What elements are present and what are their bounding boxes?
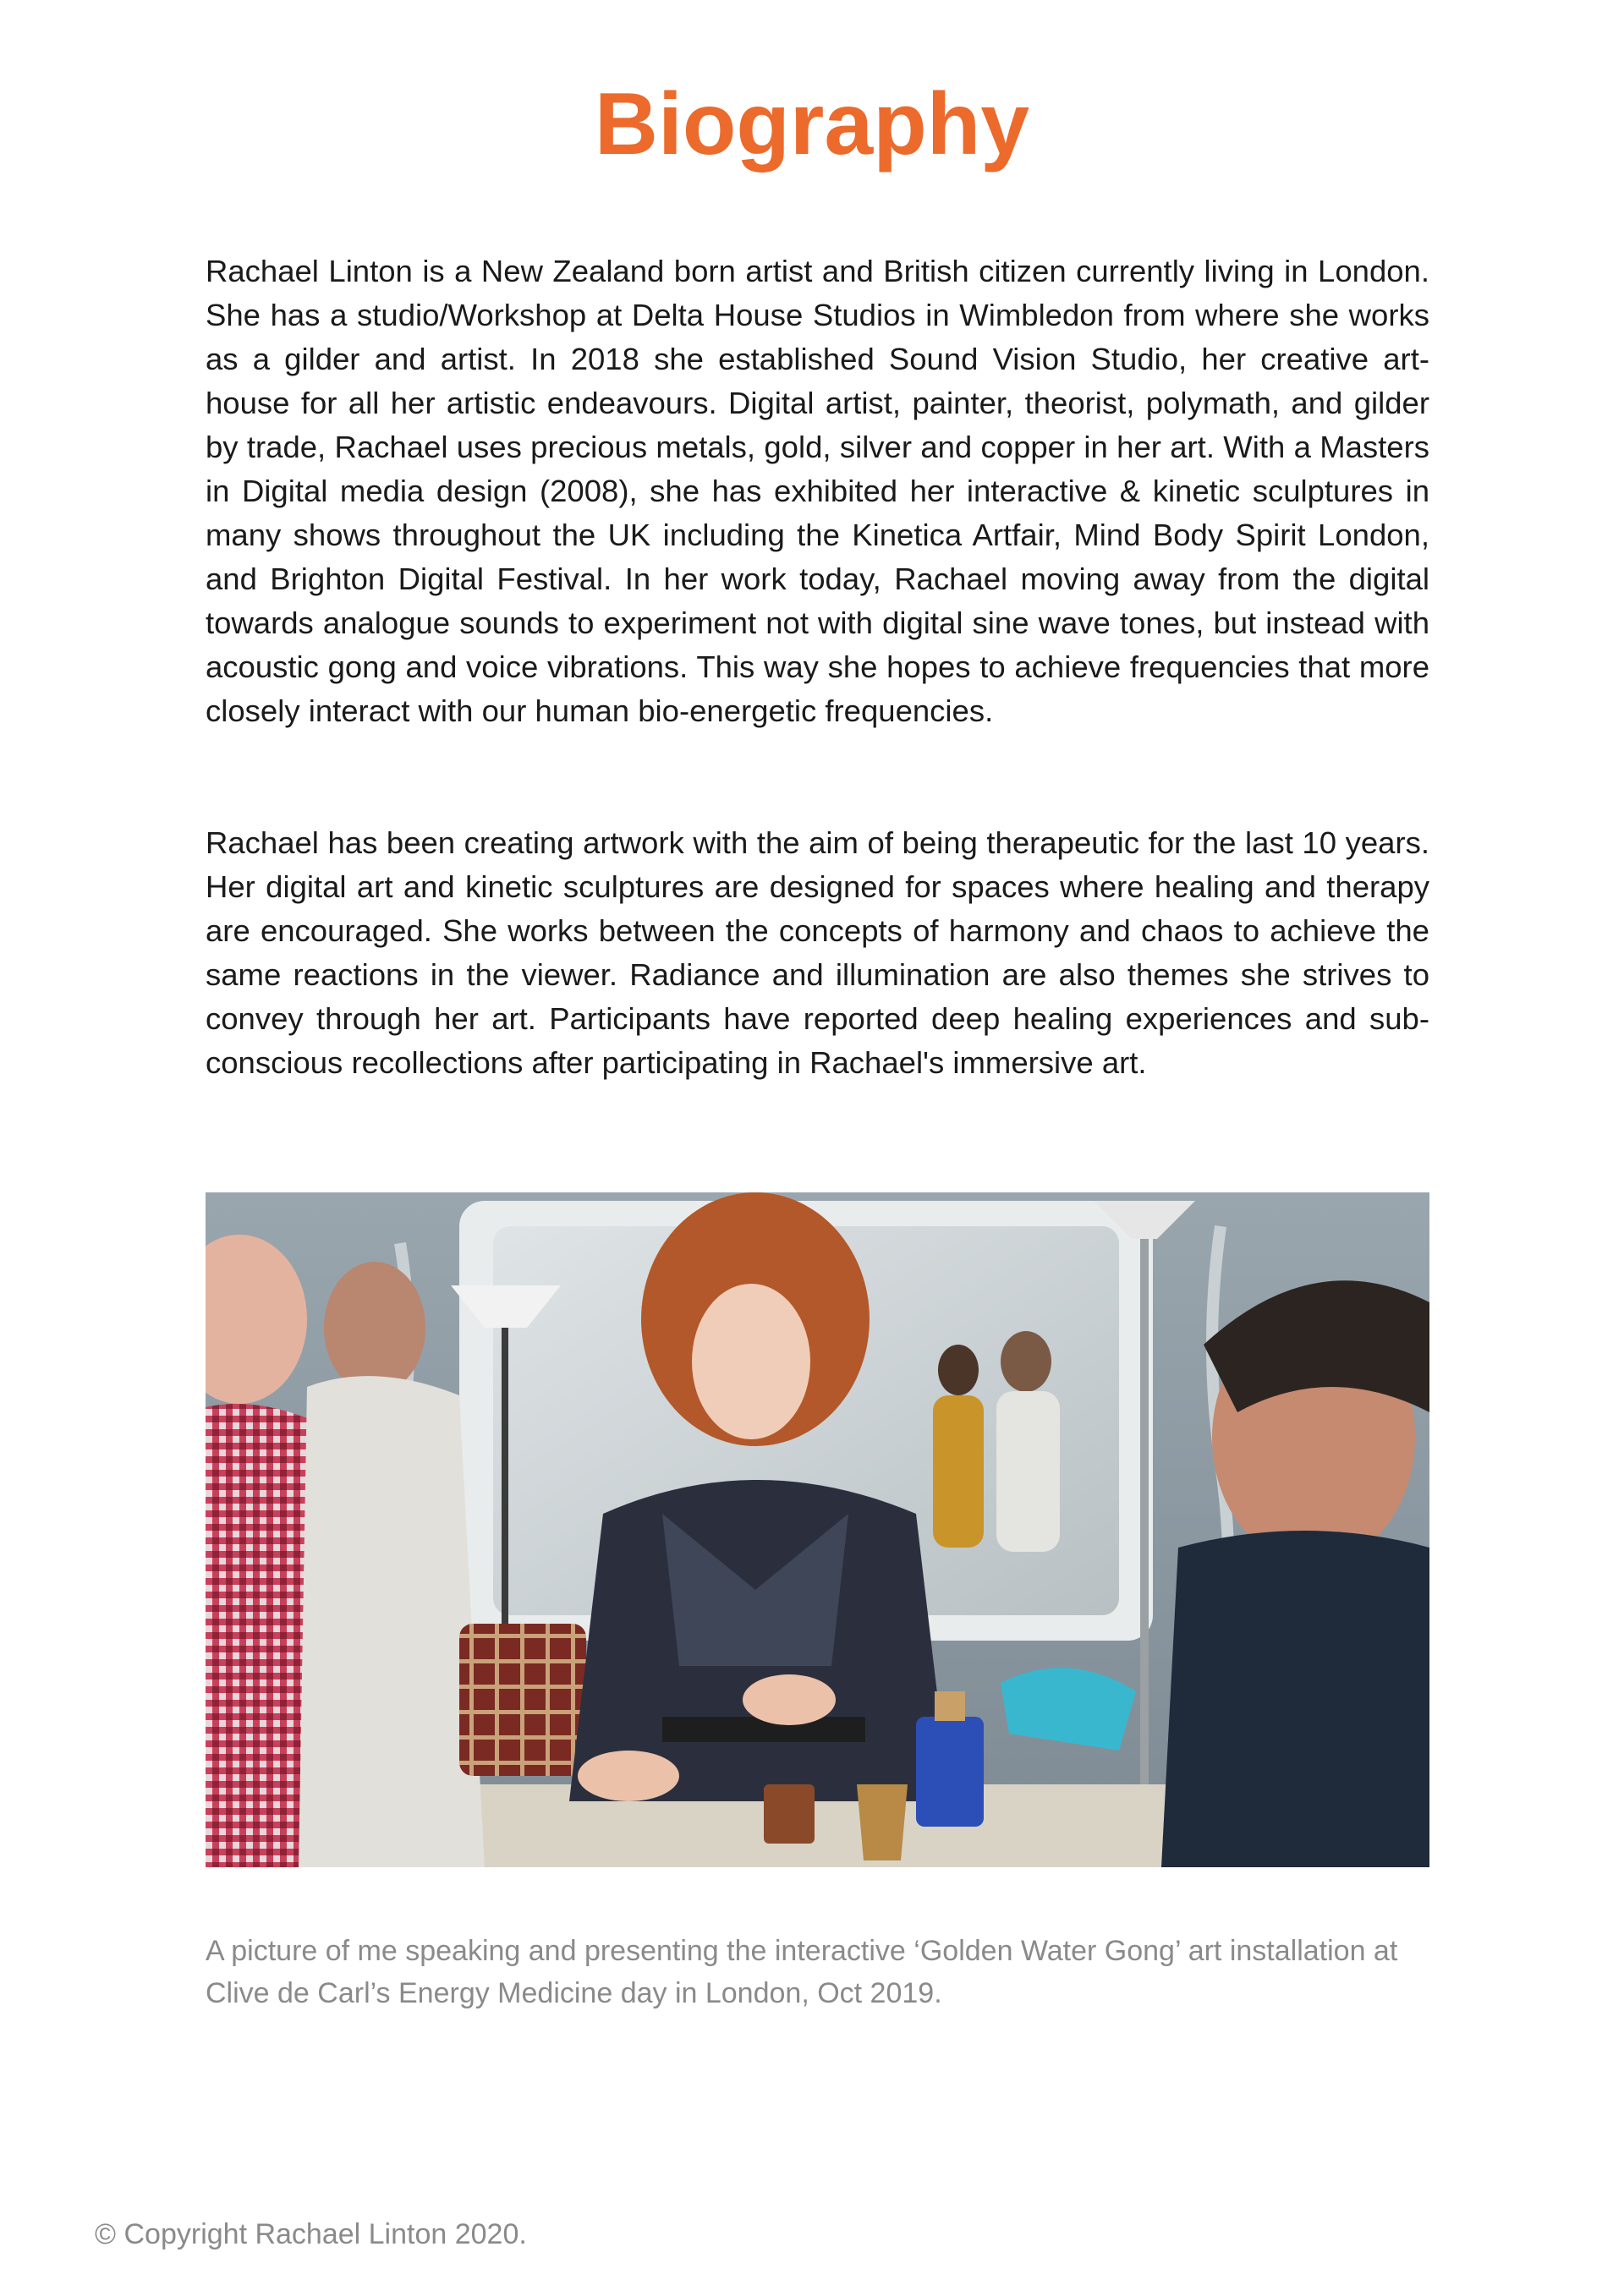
biography-paragraph-1: Rachael Linton is a New Zealand born artist and British citizen currently living in London. She has a studio/Workshop at Delta House Studios in Wimbledon from where she works as a gilder and artist. In 2018 she established Sound Vision Studio, her creative art-house for all her artistic endeavours. Digital artist, painter, theorist, polymath, and gilder by trade, Rachael uses precious metals, gold, silver and copper in her art. With a Masters in Digital media design (2008), she has exhibited her interactive & kinetic sculptures in many shows throughout the UK including the Kinetica Artfair, Mind Body Spirit London, and Brighton Digital Festival. In her work today, Rachael moving away from the digital towards analogue sounds to experiment not with digital sine wave tones, but instead with acoustic gong and voice vibrations. This way she hopes to achieve frequencies that more closely interact with our human bio-energetic frequencies. — [206, 254, 1429, 728]
biography-paragraph-2: Rachael has been creating artwork with the aim of being therapeutic for the last 10 years. Her digital art and kinetic sculptures are designed for spaces where healing and therapy are encouraged. She works between the concepts of harmony and chaos to achieve the same reactions in the viewer. Radiance and illumination are also themes she strives to convey through her art. Participants have reported deep healing experiences and sub-conscious recollections after participating in Rachael's immersive art. — [206, 825, 1429, 1080]
photo-caption: A picture of me speaking and presenting the interactive ‘Golden Water Gong’ art installation at Clive de Carl’s Energy Medicine day in London, Oct 2019. — [206, 1935, 1398, 2009]
page-title: Biography — [594, 75, 1030, 173]
event-photo — [206, 1192, 1429, 1867]
copyright-footer: © Copyright Rachael Linton 2020. — [95, 2218, 527, 2250]
